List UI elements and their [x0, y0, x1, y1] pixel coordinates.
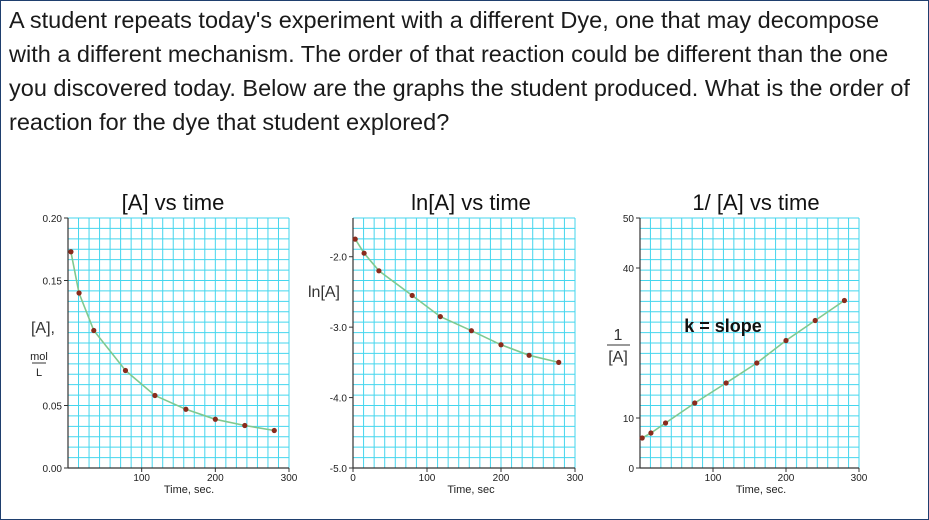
y-tick-label: -4.0: [329, 393, 347, 405]
y-tick-label: 0: [628, 464, 634, 475]
y-axis-unit-num-concentration: mol: [30, 351, 48, 363]
panel-reciprocal-concentration: [607, 190, 868, 496]
data-point: [783, 338, 788, 343]
y-tick-label: -2.0: [329, 252, 347, 264]
data-point: [469, 328, 474, 333]
y-tick-label: 40: [622, 264, 634, 275]
data-point: [76, 290, 81, 295]
y-tick-label: 0.00: [42, 464, 62, 475]
data-point: [152, 393, 157, 398]
x-axis-label-ln-concentration: Time, sec: [447, 484, 495, 496]
y-axis-unit-den-concentration: L: [35, 367, 43, 379]
data-point: [556, 360, 561, 365]
x-axis-label-concentration: Time, sec.: [163, 484, 215, 496]
y-tick-label: 0.05: [42, 401, 62, 413]
data-point: [68, 249, 73, 254]
y-axis-unit-den-reciprocal: [A]: [608, 349, 628, 366]
y-tick-label: -3.0: [329, 323, 347, 335]
x-tick-label: 0: [350, 473, 356, 484]
data-point: [640, 435, 645, 440]
data-point: [242, 423, 247, 428]
y-tick-label: 0.20: [42, 214, 62, 225]
panel-concentration: [30, 190, 298, 496]
x-tick-label: 100: [133, 473, 151, 484]
y-axis-label-concentration: [A],: [30, 320, 56, 337]
x-axis-label-reciprocal-concentration: Time, sec.: [735, 484, 787, 496]
x-tick-label: 200: [206, 473, 224, 484]
data-point: [498, 342, 503, 347]
data-point: [213, 417, 218, 422]
question-text: A student repeats today's experiment with a different Dye, one that may decompose with a different mechanism. The order of that reaction could be different than the one you discovered today. Below are the graphs the student produced. What is the order of reaction for the dye that student explored?: [9, 7, 910, 135]
series-line: [71, 252, 274, 431]
data-point: [353, 237, 358, 242]
x-tick-label: 200: [492, 473, 510, 484]
panel-ln-concentration: [308, 190, 584, 496]
data-point: [438, 314, 443, 319]
x-tick-label: 100: [418, 473, 436, 484]
data-point: [663, 420, 668, 425]
y-axis-unit-num-reciprocal: 1: [613, 327, 623, 344]
data-point: [813, 318, 818, 323]
data-point: [692, 400, 697, 405]
x-tick-label: 100: [704, 473, 722, 484]
data-point: [754, 360, 759, 365]
slope-annotation: k = slope: [684, 316, 762, 336]
data-point: [183, 407, 188, 412]
data-point: [272, 428, 277, 433]
data-point: [362, 251, 367, 256]
plot-area-concentration: [43, 214, 298, 484]
data-point: [724, 380, 729, 385]
graphs-figure: [1, 183, 929, 503]
plot-area-ln-concentration: [330, 218, 584, 484]
y-tick-label: 0.15: [42, 276, 62, 288]
series-line: [355, 239, 559, 362]
x-tick-label: 300: [566, 473, 584, 484]
y-tick-label: 10: [622, 414, 634, 425]
x-tick-label: 200: [777, 473, 795, 484]
data-point: [376, 268, 381, 273]
y-tick-label: 50: [622, 214, 634, 225]
data-point: [527, 353, 532, 358]
panel-title-reciprocal-concentration: 1/ [A] vs time: [692, 190, 820, 215]
y-tick-label: -5.0: [329, 464, 347, 475]
data-point: [648, 430, 653, 435]
data-point: [410, 293, 415, 298]
x-tick-label: 300: [280, 473, 298, 484]
panel-title-ln-concentration: ln[A] vs time: [411, 190, 531, 215]
x-tick-label: 300: [850, 473, 868, 484]
y-axis-label-ln-concentration: ln[A]: [307, 284, 341, 301]
data-point: [842, 298, 847, 303]
plot-area-reciprocal-concentration: [623, 214, 868, 484]
data-point: [123, 368, 128, 373]
data-point: [91, 328, 96, 333]
panel-title-concentration: [A] vs time: [121, 190, 225, 215]
